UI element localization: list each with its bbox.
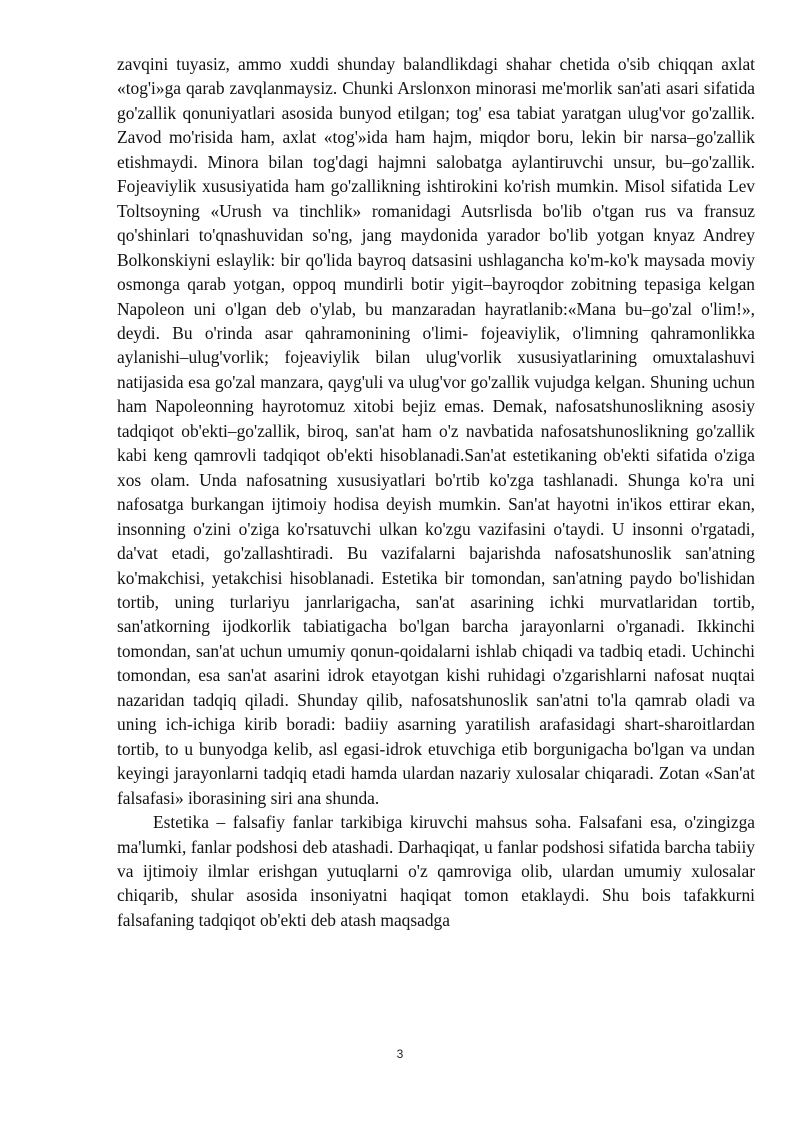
paragraph-1: zavqini tuyasiz, ammo xuddi shunday balandlikdagi shahar chetida o'sib chiqqan axlat «tog'i»ga qarab zavqlanmaysiz. Chunki Arslonxon minorasi me'morlik san'ati asari sifatida go'zallik qonuniyatlari asosida bunyod etilgan; tog' esa tabiat yaratgan ulug'vor go'zallik. Zavod mo'risida ham, axlat «tog'»ida ham hajm, miqdor boru, lekin bir narsa–go'zallik etishmaydi. Minora bilan tog'dagi hajmni salobatga aylantiruvchi unsur, bu–go'zallik. Fojeaviylik xususiyatida ham go'zallikning ishtirokini ko'rish mumkin. Misol sifatida Lev Toltsoyning «Urush va tinchlik» romanidagi Autsrlisda bo'lib o'tgan rus va fransuz qo'shinlari to'qnashuvidan so'ng, jang maydonida yarador bo'lib yotgan knyaz Andrey Bolkonskiyni eslaylik: bir qo'lida bayroq datsasini ushlagancha ko'm-ko'k maysada moviy osmonga qarab yotgan, oppoq mundirli botir yigit–bayroqdor zobitning tepasiga kelgan Napoleon uni o'lgan deb o'ylab, bu manzaradan hayratlanib:«Mana bu–go'zal o'lim!», deydi. Bu o'rinda asar qahramonining o'limi- fojeaviylik, o'limning qahramonlikka aylanishi–ulug'vorlik; fojeaviylik bilan ulug'vorlik xususiyatlarining omuxtalashuvi natijasida esa go'zal manzara, qayg'uli va ulug'vor go'zallik vujudga kelgan. Shuning uchun ham Napoleonning hayrotomuz xitobi bejiz emas. Demak, nafosatshunoslikning asosiy tadqiqot ob'ekti–go'zallik, biroq, san'at ham o'z navbatida nafosatshunoslikning go'zallik kabi keng qamrovli tadqiqot ob'ekti hisoblanadi.San'at estetikaning ob'ekti sifatida o'ziga xos olam. Unda nafosatning xususiyatlari bo'rtib ko'zga tashlanadi. Shunga ko'ra uni nafosatga burkangan ijtimoiy hodisa deyish mumkin. San'at hayotni in'ikos ettirar ekan, insonning o'zini o'ziga ko'rsatuvchi ulkan ko'zgu vazifasini o'taydi. U insonni o'rgatadi, da'vat etadi, go'zallashtiradi. Bu vazifalarni bajarishda nafosatshunoslik san'atning ko'makchisi, yetakchisi hisoblanadi. Estetika bir tomondan, san'atning paydo bo'lishidan tortib, uning turlariyu janrlarigacha, san'at asarining ichki murvatlaridan tortib, san'atkorning ijodkorlik tabiatigacha bo'lgan barcha jarayonlarni o'rganadi. Ikkinchi tomondan, san'at uchun umumiy qonun-qoidalarni ishlab chiqadi va tadbiq etadi. Uchinchi tomondan, esa san'at asarini idrok etayotgan kishi ruhidagi o'zgarishlarni nafosat nuqtai nazaridan tadqiq qiladi. Shunday qilib, nafosatshunoslik san'atni to'la qamrab oladi va uning ich-ichiga kirib boradi: badiiy asarning yaratilish arafasidagi shart-sharoitlardan tortib, to u bunyodga kelib, asl egasi-idrok etuvchiga etib borgunigacha bo'lgan va undan keyingi jarayonlarni tadqiq etadi hamda ulardan nazariy xulosalar chiqaradi. Zotan «San'at falsafasi» iborasining siri ana shunda. <box>117 54 755 808</box>
body-text <box>117 52 755 932</box>
page-number: 3 <box>396 1047 404 1061</box>
paragraph-2: Estetika – falsafiy fanlar tarkibiga kiruvchi mahsus soha. Falsafani esa, o'zingizga ma'lumki, fanlar podshosi deb atashadi. Darhaqiqat, u fanlar podshosi sifatida barcha tabiiy va ijtimoiy ilmlar erishgan yutuqlarni o'z qamroviga olib, ulardan umumiy xulosalar chiqarib, shular asosida insoniyatni haqiqat tomon etaklaydi. Shu bois tafakkurni falsafaning tadqiqot ob'ekti deb atash maqsadga <box>117 812 755 930</box>
